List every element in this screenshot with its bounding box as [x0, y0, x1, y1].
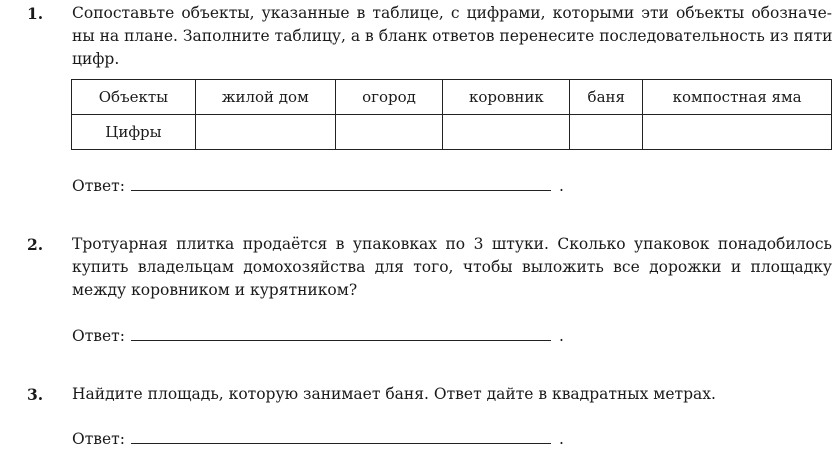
- digit-input-cell[interactable]: [335, 115, 443, 150]
- task-2-number: 2.: [27, 235, 44, 254]
- task-1-line: ны на плане. Заполните таблицу, а в бланк ответов перенесите последовательность из пяти: [72, 27, 833, 45]
- answer-label: Ответ:: [72, 177, 125, 195]
- answer-blank[interactable]: [131, 427, 551, 444]
- answer-blank[interactable]: [131, 324, 551, 341]
- objects-table: [71, 79, 832, 150]
- answer-end: .: [558, 177, 564, 195]
- table-header-cell: огород: [335, 80, 443, 115]
- task-2-line: купить владельцам домохозяйства для того, чтобы выложить все дорожки и площадку: [72, 258, 832, 276]
- task-1-line: цифр.: [72, 50, 120, 68]
- table-header-row: [72, 80, 832, 115]
- digit-input-cell[interactable]: [570, 115, 643, 150]
- task-1-line: Сопоставьте объекты, указанные в таблице, с цифрами, которыми эти объекты обозначе-: [72, 4, 832, 22]
- task-2-line: между коровником и курятником?: [72, 281, 358, 299]
- table-header-cell: баня: [570, 80, 643, 115]
- table-header-cell: коровник: [443, 80, 570, 115]
- task-3-number: 3.: [27, 385, 44, 404]
- digit-input-cell[interactable]: [195, 115, 335, 150]
- answer-end: .: [558, 430, 564, 448]
- answer-blank[interactable]: [131, 174, 551, 191]
- table-row-label: Цифры: [72, 115, 196, 150]
- task-2-line: Тротуарная плитка продаётся в упаковках по 3 штуки. Сколько упаковок понадобилось: [72, 235, 832, 253]
- task-1-number: 1.: [27, 4, 44, 23]
- answer-end: .: [558, 327, 564, 345]
- task-2-text: [72, 233, 832, 302]
- table-header-cell: жилой дом: [195, 80, 335, 115]
- task-3-answer: [72, 427, 564, 448]
- digit-input-cell[interactable]: [643, 115, 832, 150]
- answer-label: Ответ:: [72, 327, 125, 345]
- task-2-answer: [72, 324, 564, 345]
- digit-input-cell[interactable]: [443, 115, 570, 150]
- table-digits-row: [72, 115, 832, 150]
- table-header-cell: компостная яма: [643, 80, 832, 115]
- task-3-line: Найдите площадь, которую занимает баня. Ответ дайте в квадратных метрах.: [72, 385, 716, 403]
- task-1-answer: [72, 174, 564, 195]
- table-header-cell: Объекты: [72, 80, 196, 115]
- task-1-text: [72, 2, 832, 71]
- task-3-text: [72, 383, 832, 406]
- answer-label: Ответ:: [72, 430, 125, 448]
